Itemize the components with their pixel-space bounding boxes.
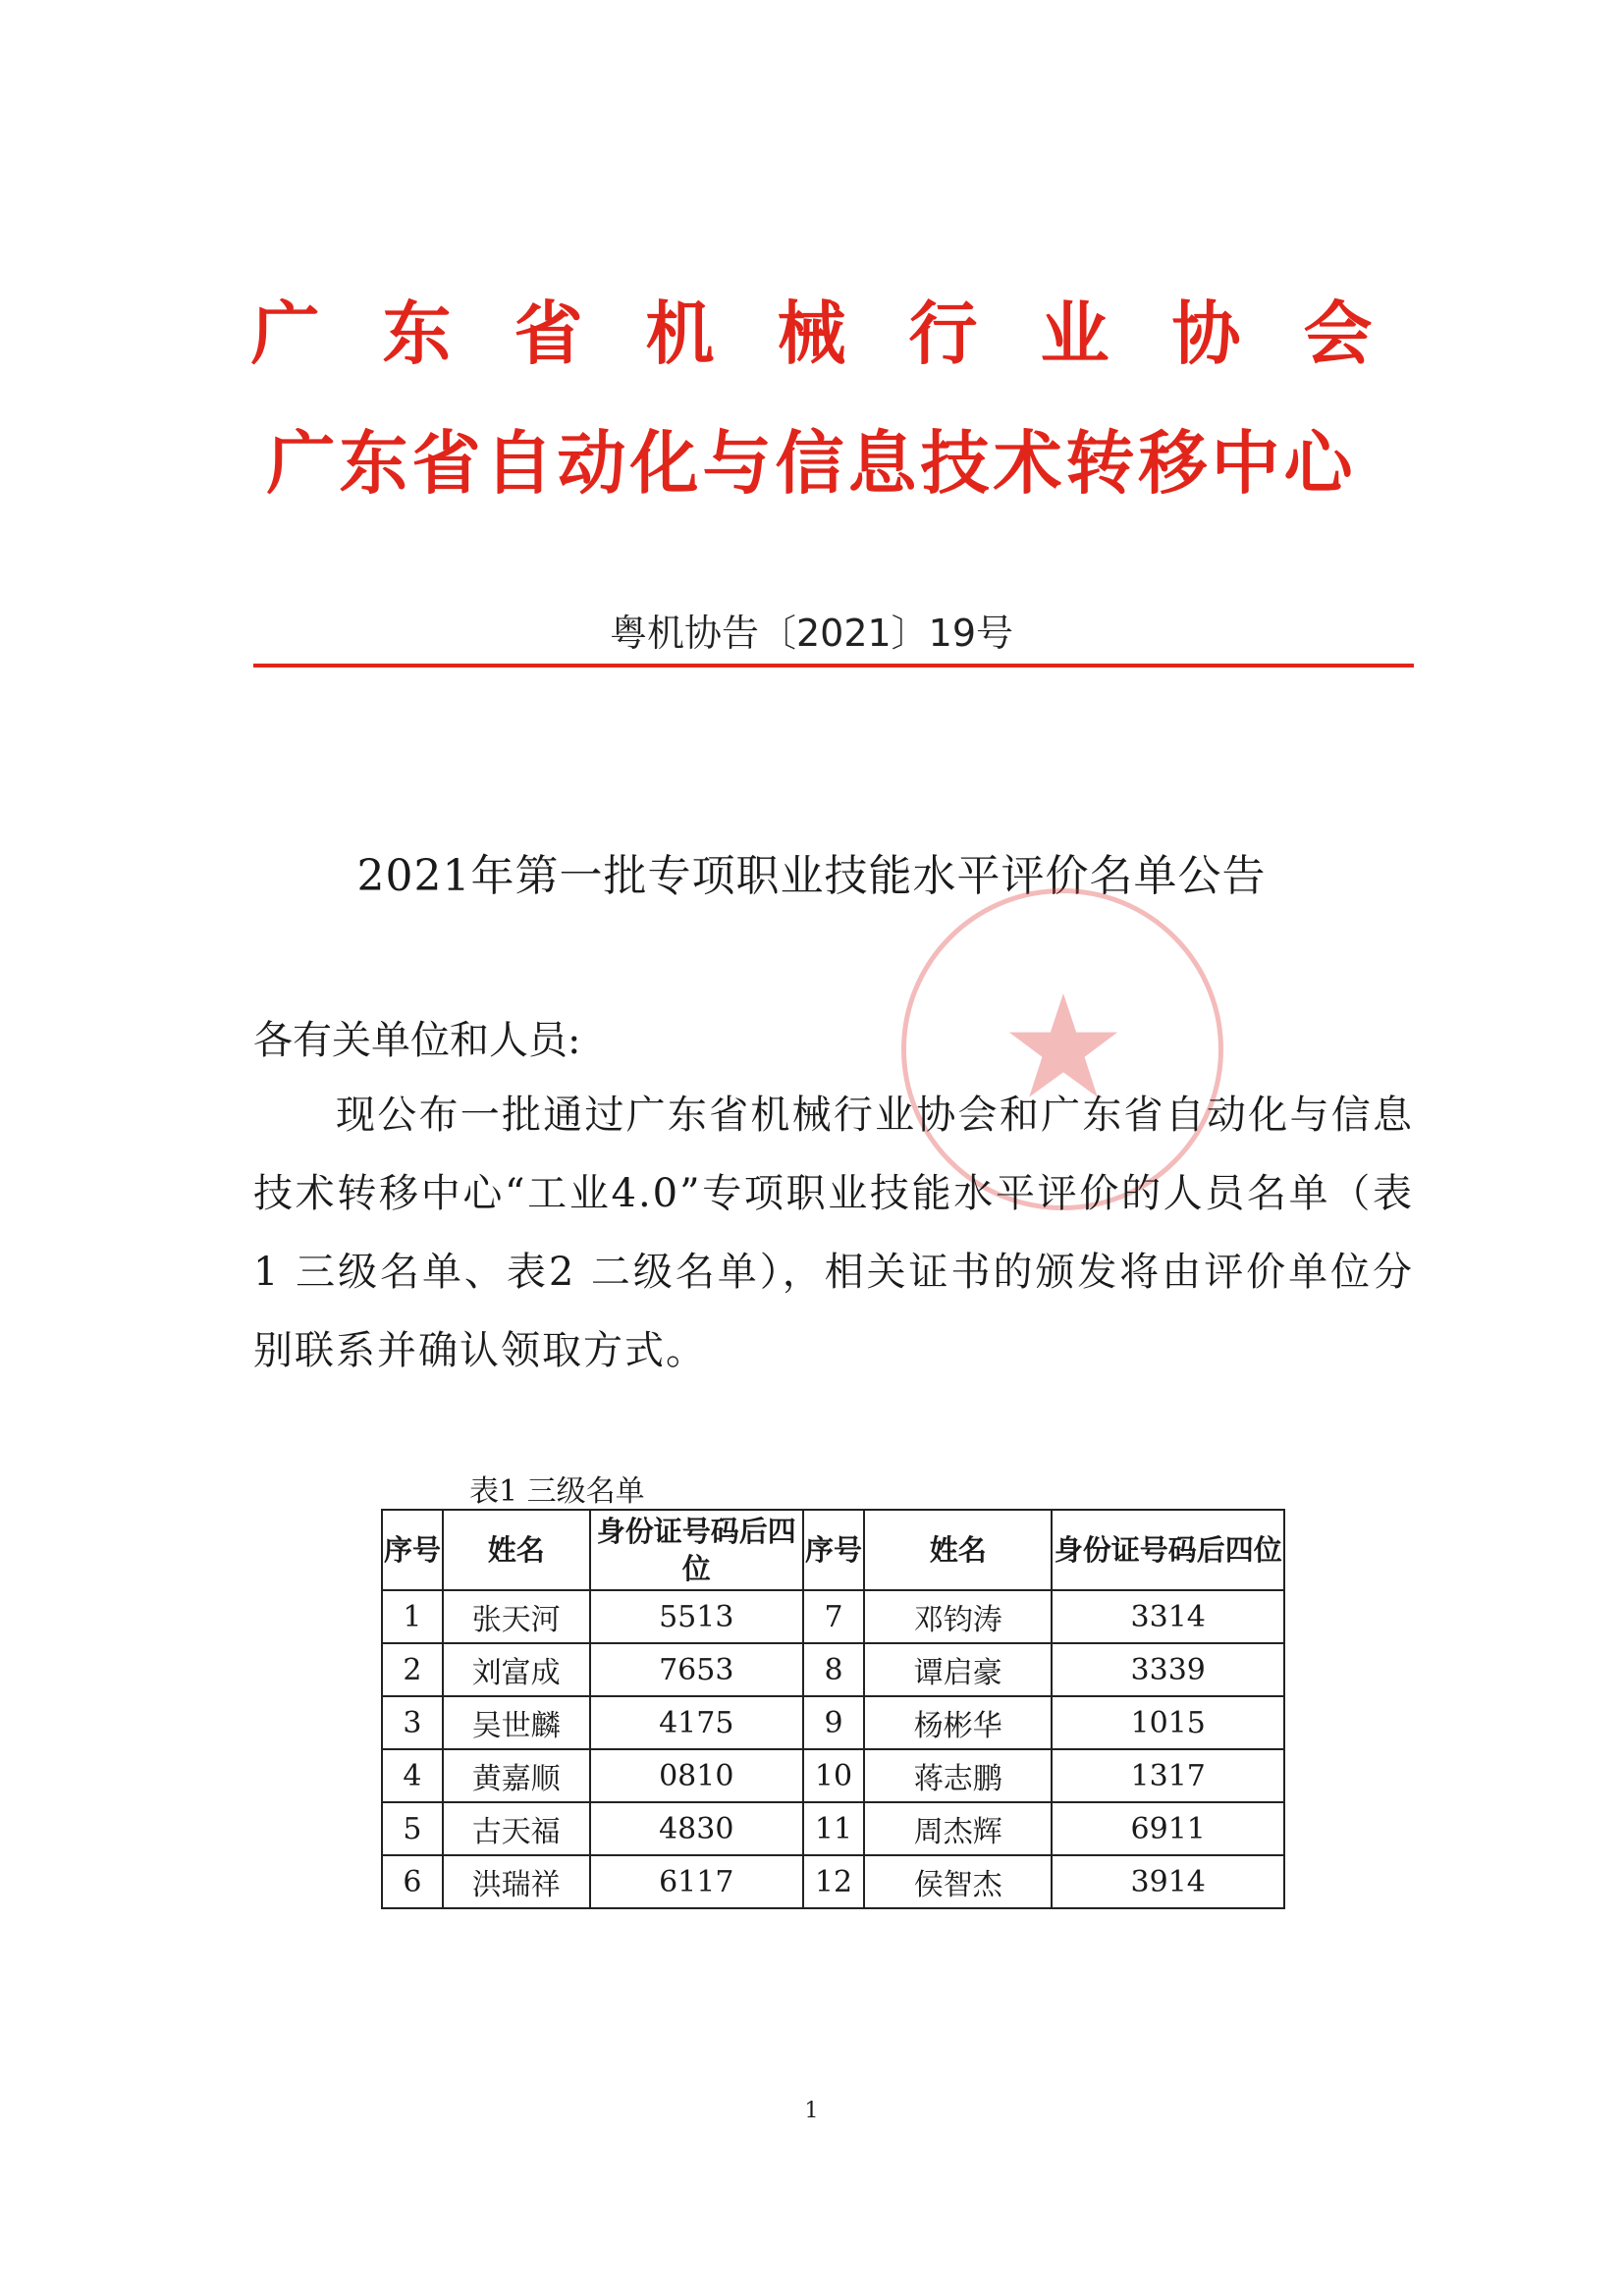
document-number: 粤机协告〔2021〕19号 [609, 612, 1014, 655]
table-cell: 5 [382, 1802, 443, 1855]
header-name: 姓名 [864, 1510, 1052, 1590]
header-seq: 序号 [382, 1510, 443, 1590]
table-row [382, 1802, 1284, 1855]
table-row [382, 1590, 1284, 1643]
document-title: 2021年第一批专项职业技能水平评价名单公告 [356, 851, 1267, 901]
table-row [382, 1855, 1284, 1908]
header-id-suffix: 身份证号码后四位 [1052, 1510, 1284, 1590]
table-cell: 6 [382, 1855, 443, 1908]
table-cell: 3914 [1052, 1855, 1284, 1908]
table-cell: 洪瑞祥 [443, 1855, 590, 1908]
table-cell: 蒋志鹏 [864, 1749, 1052, 1802]
table-cell: 6117 [590, 1855, 804, 1908]
table-caption: 表1 三级名单 [469, 1474, 645, 1509]
table-cell: 9 [803, 1696, 864, 1749]
table-cell: 古天福 [443, 1802, 590, 1855]
organization-name-1: 广东省机械行业协会 [250, 294, 1435, 374]
table-cell: 4830 [590, 1802, 804, 1855]
table-cell: 10 [803, 1749, 864, 1802]
table-cell: 吴世麟 [443, 1696, 590, 1749]
table-row [382, 1696, 1284, 1749]
table-cell: 杨彬华 [864, 1696, 1052, 1749]
table-cell: 周杰辉 [864, 1802, 1052, 1855]
table-cell: 8 [803, 1643, 864, 1696]
table-row [382, 1749, 1284, 1802]
table-cell: 谭启豪 [864, 1643, 1052, 1696]
table-cell: 11 [803, 1802, 864, 1855]
table-cell: 1 [382, 1590, 443, 1643]
salutation: 各有关单位和人员: [253, 1018, 581, 1063]
table-cell: 侯智杰 [864, 1855, 1052, 1908]
header-name: 姓名 [443, 1510, 590, 1590]
table-cell: 7 [803, 1590, 864, 1643]
table-cell: 1015 [1052, 1696, 1284, 1749]
header-divider [253, 664, 1414, 667]
table-cell: 2 [382, 1643, 443, 1696]
table-cell: 7653 [590, 1643, 804, 1696]
body-paragraph: 现公布一批通过广东省机械行业协会和广东省自动化与信息技术转移中心“工业4.0”专项职业技能水平评价的人员名单（表1 三级名单、表2 二级名单），相关证书的颁发将由评价单位分别联系并确认领取方式。 [253, 1093, 1414, 1373]
table-cell: 张天河 [443, 1590, 590, 1643]
table-cell: 0810 [590, 1749, 804, 1802]
table-cell: 4 [382, 1749, 443, 1802]
organization-name-2: 广东省自动化与信息技术转移中心 [266, 423, 1357, 504]
table-cell: 1317 [1052, 1749, 1284, 1802]
table-cell: 邓钧涛 [864, 1590, 1052, 1643]
table-cell: 3339 [1052, 1643, 1284, 1696]
table-cell: 4175 [590, 1696, 804, 1749]
table-cell: 黄嘉顺 [443, 1749, 590, 1802]
header-id-suffix: 身份证号码后四位 [590, 1510, 804, 1590]
page-number: 1 [804, 2099, 819, 2123]
table-cell: 6911 [1052, 1802, 1284, 1855]
table-cell: 5513 [590, 1590, 804, 1643]
table-header-row [382, 1510, 1284, 1590]
roster-table [381, 1509, 1285, 1909]
header-seq: 序号 [803, 1510, 864, 1590]
table-row [382, 1643, 1284, 1696]
table-cell: 刘富成 [443, 1643, 590, 1696]
table-cell: 12 [803, 1855, 864, 1908]
table-cell: 3 [382, 1696, 443, 1749]
table-cell: 3314 [1052, 1590, 1284, 1643]
